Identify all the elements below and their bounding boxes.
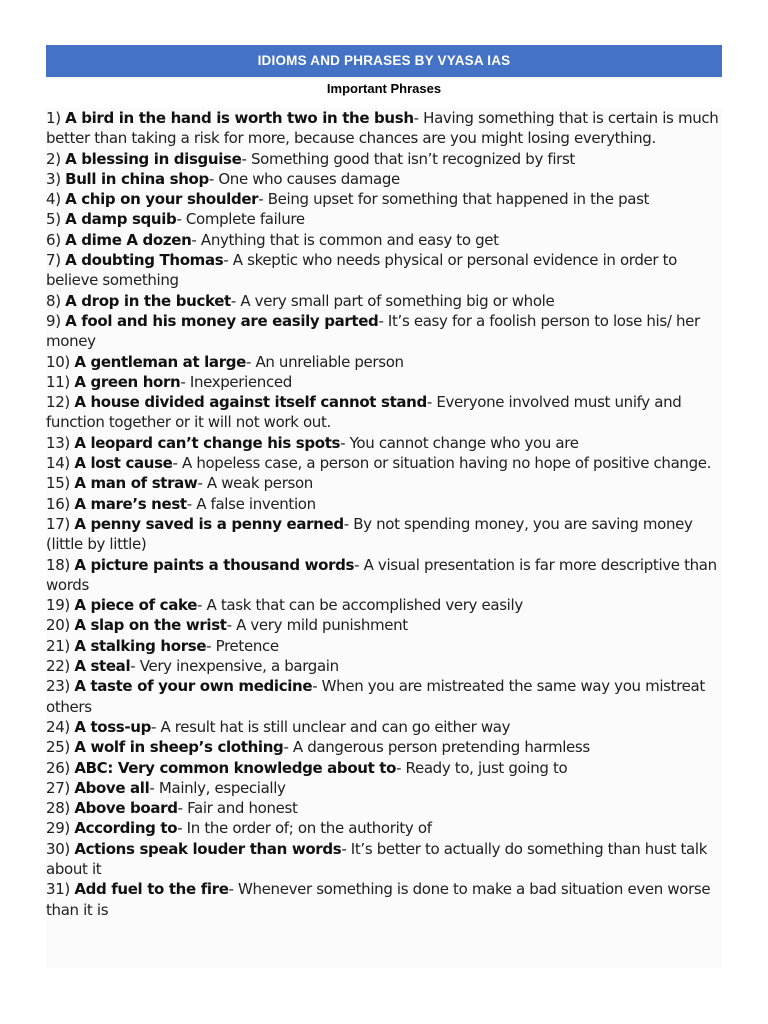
list-item (46, 676, 722, 717)
item-number: 30) (46, 839, 70, 858)
idiom-meaning: - A false invention (186, 494, 316, 513)
list-item (46, 615, 722, 635)
idiom-meaning: - Ready to, just going to (396, 758, 568, 777)
idiom-phrase: A mare’s nest (74, 494, 187, 513)
list-item (46, 433, 722, 453)
phrase-list-panel (46, 108, 722, 968)
list-item (46, 717, 722, 737)
idiom-phrase: A blessing in disguise (65, 149, 242, 168)
list-item (46, 453, 722, 473)
idiom-phrase: Above board (74, 799, 178, 818)
idiom-meaning: - Mainly, especially (149, 778, 286, 797)
idiom-phrase: A piece of cake (74, 596, 198, 615)
idiom-phrase: A green horn (74, 372, 181, 391)
document-title-banner: IDIOMS AND PHRASES BY VYASA IAS (46, 45, 722, 77)
idiom-meaning: - A dangerous person pretending harmless (283, 738, 590, 757)
list-item (46, 189, 722, 209)
list-item (46, 291, 722, 311)
idiom-meaning: - By not spending money, you are saving money (little by little) (46, 514, 693, 554)
idiom-meaning: - Being upset for something that happened in the past (258, 190, 650, 209)
idiom-meaning: - A task that can be accomplished very easily (197, 596, 523, 615)
idiom-phrase: Bull in china shop (65, 169, 209, 188)
item-number: 31) (46, 880, 70, 899)
idiom-phrase: A taste of your own medicine (74, 677, 313, 696)
item-number: 6) (46, 230, 61, 249)
list-item (46, 473, 722, 493)
idiom-meaning: - A visual presentation is far more descriptive than words (46, 555, 717, 594)
idiom-phrase: ABC: Very common knowledge about to (74, 758, 397, 777)
idiom-meaning: - Whenever something is done to make a bad situation even worse than it is (46, 880, 711, 919)
idiom-phrase: A picture paints a thousand words (74, 555, 355, 574)
item-number: 27) (46, 778, 70, 797)
item-number: 10) (46, 352, 70, 371)
item-number: 25) (46, 738, 70, 757)
idiom-meaning: - Very inexpensive, a bargain (130, 657, 339, 676)
list-item (46, 879, 722, 920)
idiom-phrase: A drop in the bucket (65, 291, 231, 310)
idiom-phrase: A house divided against itself cannot stand (74, 393, 427, 412)
idiom-phrase: Above all (74, 778, 150, 797)
item-number: 26) (46, 758, 70, 777)
list-item (46, 209, 722, 229)
list-item (46, 352, 722, 372)
idiom-phrase: Add fuel to the fire (74, 880, 229, 899)
idiom-phrase: Actions speak louder than words (74, 839, 342, 858)
idiom-phrase: A toss-up (74, 717, 151, 736)
item-number: 12) (46, 393, 70, 412)
idiom-meaning: - Having something that is certain is much better than taking a risk for more, because chances are you might losing everything. (46, 109, 719, 148)
idiom-meaning: - A weak person (197, 474, 313, 493)
idiom-phrase: A steal (74, 657, 131, 676)
list-item (46, 311, 722, 352)
list-item (46, 839, 722, 880)
idiom-meaning: - In the order of; on the authority of (177, 819, 432, 838)
idiom-phrase: A leopard can’t change his spots (74, 433, 341, 452)
idiom-meaning: - It’s easy for a foolish person to lose his/ her money (46, 311, 700, 351)
list-item (46, 555, 722, 596)
item-number: 28) (46, 799, 70, 818)
idiom-phrase: A chip on your shoulder (65, 190, 259, 209)
item-number: 29) (46, 819, 70, 838)
section-subtitle: Important Phrases (326, 81, 442, 96)
idiom-meaning: - A hopeless case, a person or situation having no hope of positive change. (172, 454, 712, 473)
idiom-phrase: A gentleman at large (74, 352, 246, 371)
item-number: 21) (46, 636, 70, 655)
idiom-phrase: A dime A dozen (65, 230, 192, 249)
item-number: 23) (46, 677, 70, 696)
item-number: 14) (46, 454, 70, 473)
list-item (46, 514, 722, 555)
list-item (46, 758, 722, 778)
item-number: 22) (46, 657, 70, 676)
list-item (46, 169, 722, 189)
list-item (46, 595, 722, 615)
idiom-meaning: - Anything that is common and easy to get (191, 230, 499, 249)
list-item (46, 372, 722, 392)
idiom-meaning: - Complete failure (176, 210, 305, 229)
item-number: 11) (46, 372, 70, 391)
idiom-phrase: A lost cause (74, 454, 173, 473)
idiom-meaning: - A skeptic who needs physical or personal evidence in order to believe something (46, 251, 678, 290)
idiom-meaning: - You cannot change who you are (340, 433, 579, 452)
idiom-meaning: - A result hat is still unclear and can go either way (150, 717, 511, 736)
list-item (46, 250, 722, 291)
idiom-phrase: A penny saved is a penny earned (74, 514, 344, 533)
list-item (46, 737, 722, 757)
item-number: 19) (46, 596, 70, 615)
idiom-meaning: - One who causes damage (208, 169, 400, 188)
list-item (46, 494, 722, 514)
item-number: 13) (46, 433, 70, 452)
phrase-list (46, 108, 722, 920)
item-number: 15) (46, 474, 70, 493)
item-number: 20) (46, 616, 70, 635)
list-item (46, 230, 722, 250)
idiom-meaning: - Something good that isn’t recognized by first (241, 149, 575, 168)
item-number: 5) (46, 210, 61, 229)
idiom-meaning: - Pretence (206, 636, 279, 655)
item-number: 8) (46, 291, 61, 310)
item-number: 24) (46, 717, 70, 736)
item-number: 18) (46, 555, 70, 574)
idiom-meaning: - When you are mistreated the same way you mistreat others (46, 677, 705, 716)
list-item (46, 108, 722, 149)
item-number: 2) (46, 149, 61, 168)
list-item (46, 656, 722, 676)
idiom-meaning: - It’s better to actually do something than hust talk about it (46, 839, 708, 878)
idiom-meaning: - Fair and honest (177, 799, 298, 818)
item-number: 9) (46, 311, 61, 330)
idiom-meaning: - A very mild punishment (226, 616, 408, 635)
idiom-phrase: A slap on the wrist (74, 616, 227, 635)
idiom-phrase: According to (74, 819, 178, 838)
idiom-phrase: A fool and his money are easily parted (65, 311, 379, 330)
idiom-phrase: A damp squib (65, 210, 177, 229)
idiom-meaning: - Inexperienced (180, 372, 292, 391)
idiom-meaning: - A very small part of something big or whole (230, 291, 555, 310)
list-item (46, 636, 722, 656)
list-item (46, 798, 722, 818)
item-number: 17) (46, 514, 70, 533)
list-item (46, 149, 722, 169)
idiom-phrase: A stalking horse (74, 636, 207, 655)
idiom-phrase: A bird in the hand is worth two in the bush (65, 109, 414, 127)
idiom-phrase: A doubting Thomas (65, 251, 224, 270)
item-number: 4) (46, 190, 61, 209)
item-number: 16) (46, 494, 70, 513)
list-item (46, 818, 722, 838)
item-number: 7) (46, 251, 61, 270)
list-item (46, 778, 722, 798)
idiom-meaning: - Everyone involved must unify and function together or it will not work out. (46, 393, 682, 432)
idiom-phrase: A wolf in sheep’s clothing (74, 738, 284, 757)
idiom-meaning: - An unreliable person (245, 352, 404, 371)
list-item (46, 392, 722, 433)
item-number: 3) (46, 169, 61, 188)
item-number: 1) (46, 109, 61, 127)
idiom-phrase: A man of straw (74, 474, 198, 493)
